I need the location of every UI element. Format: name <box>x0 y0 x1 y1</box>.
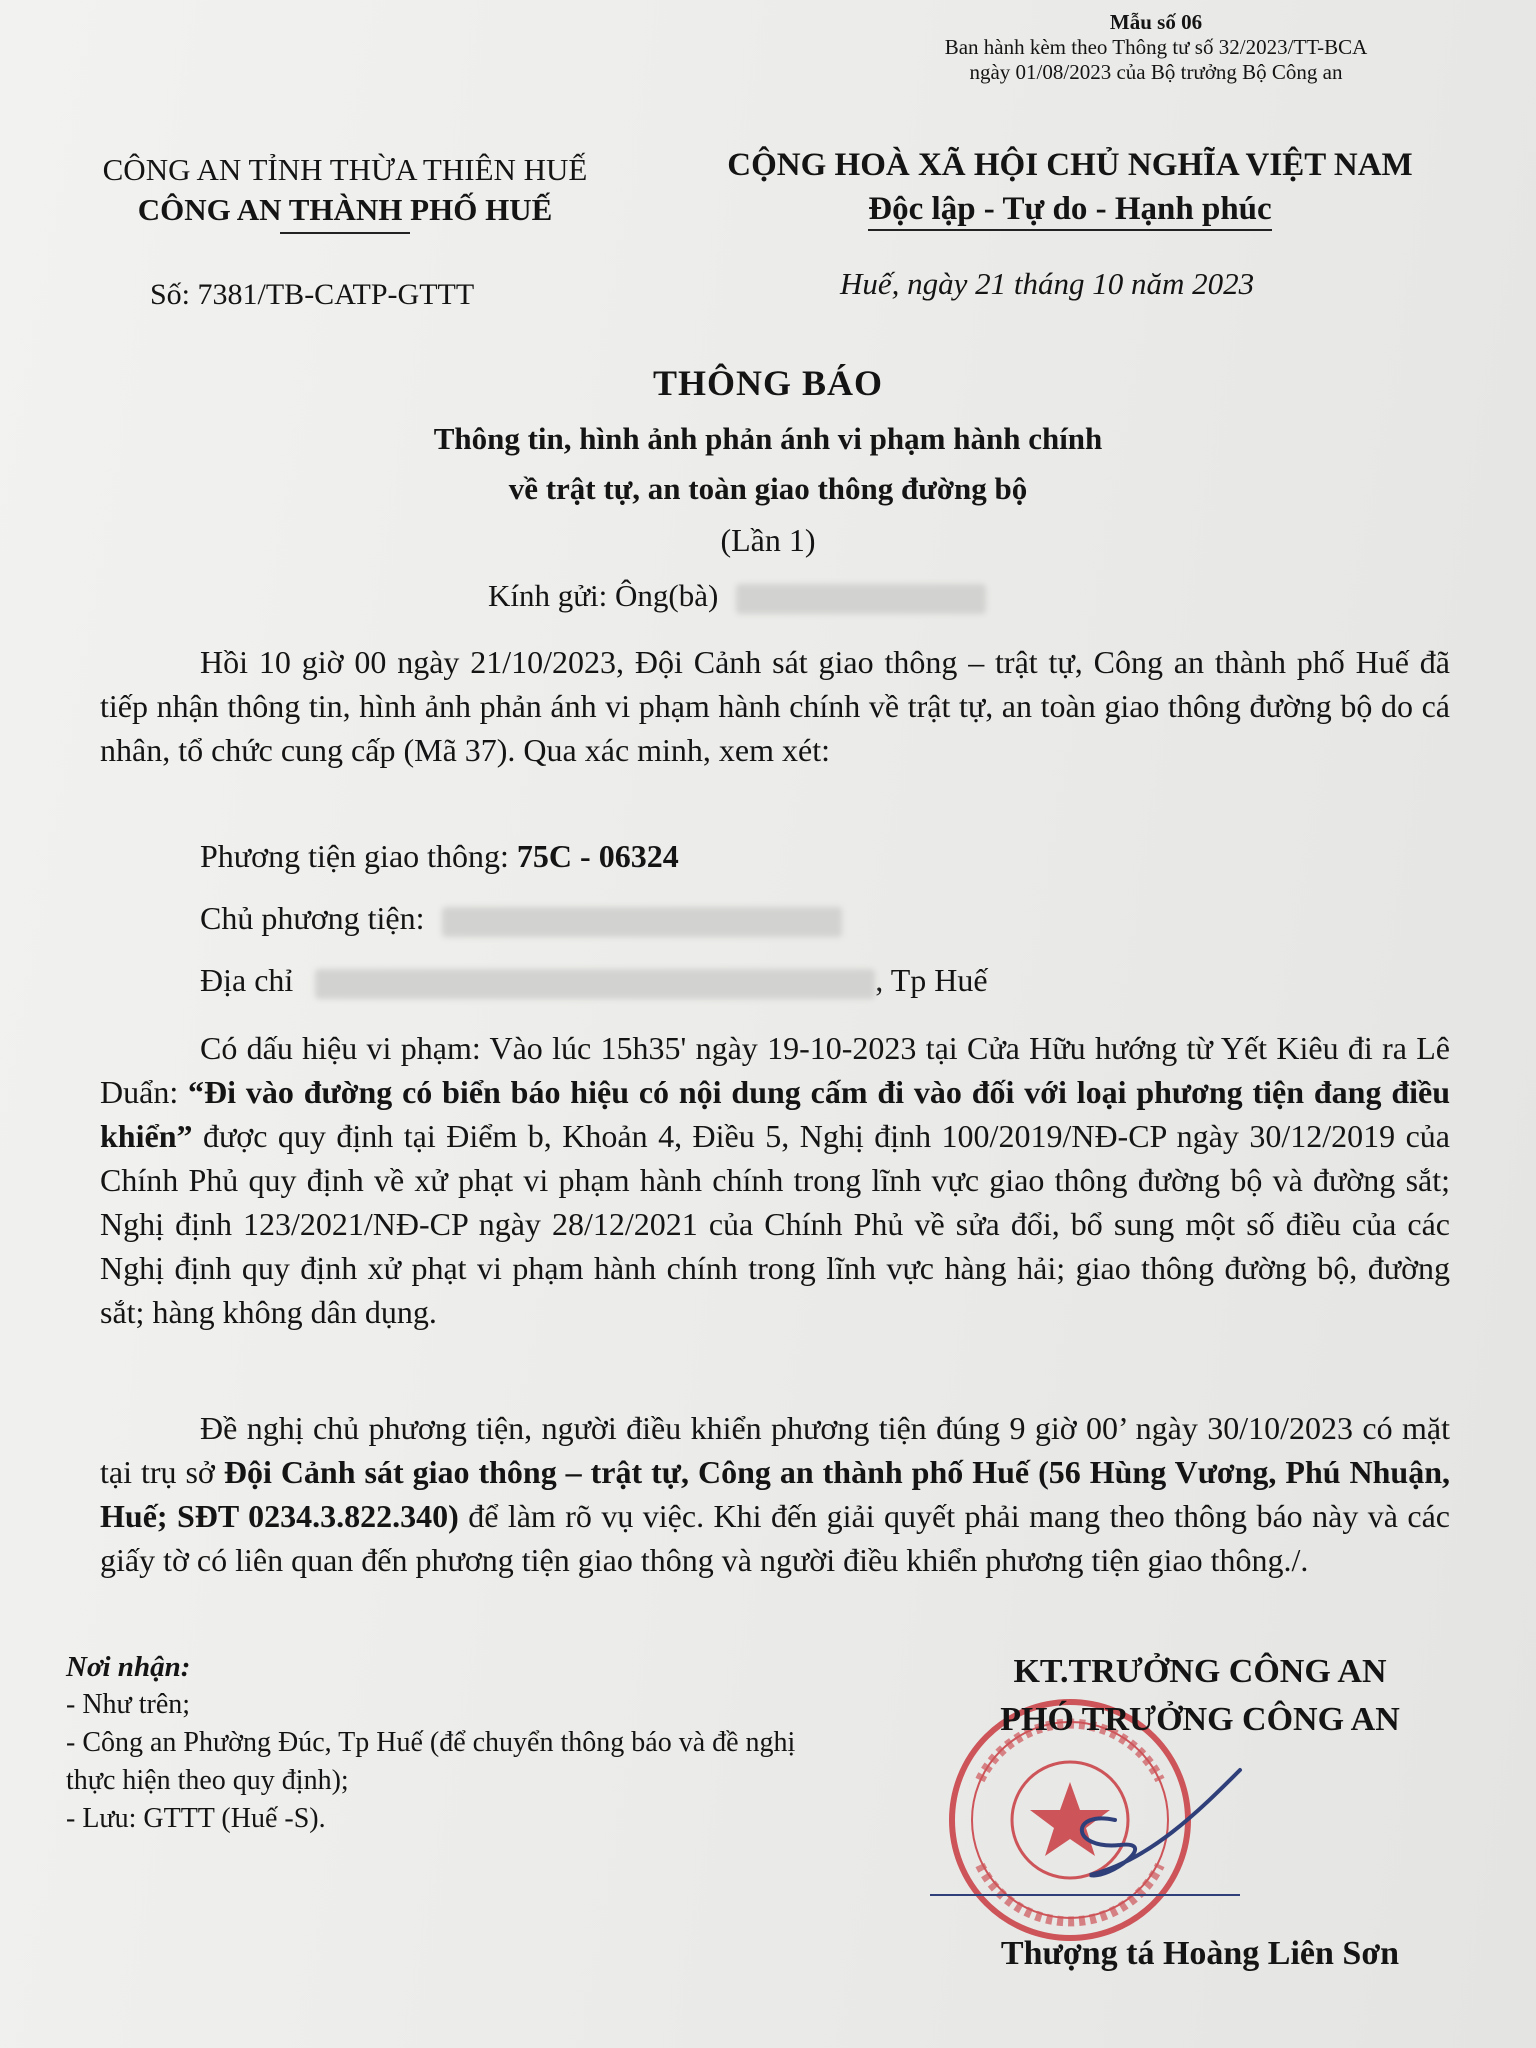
vehicle-label: Phương tiện giao thông: <box>200 838 517 874</box>
violation-text-b: được quy định tại Điểm b, Khoản 4, Điều 5, Nghị định 100/2019/NĐ-CP ngày 30/12/2019 của Chính Phủ quy định về xử phạt vi phạm hành chính trong lĩnh vực giao thông đường bộ và đường sắt; Nghị định 123/2021/NĐ-CP ngày 28/12/2021 của Chính Phủ về sửa đổi, bổ sung một số điều của các Nghị định quy định xử phạt vi phạm hành chính trong lĩnh vực hàng hải; giao thông đường bộ, đường sắt; hàng không dân dụng. <box>100 1118 1450 1330</box>
request-text-b: để làm rõ vụ việc. Khi đến giải quyết phải mang theo thông báo này và các giấy tờ có liên quan đến phương tiện giao thông và người điều khiển phương tiện giao thông./. <box>100 1498 1450 1578</box>
nation-title: CỘNG HOÀ XÃ HỘI CHỦ NGHĨA VIỆT NAM <box>727 147 1413 183</box>
owner-line <box>200 900 842 937</box>
notice-subtitle-line2: về trật tự, an toàn giao thông đường bộ <box>508 471 1028 506</box>
form-issued-date: ngày 01/08/2023 của Bộ trưởng Bộ Công an <box>969 60 1343 84</box>
redacted-name <box>736 584 986 614</box>
agency-parent: CÔNG AN TỈNH THỪA THIÊN HUẾ <box>102 152 588 187</box>
signer-name: Thượng tá Hoàng Liên Sơn <box>1000 1935 1400 1972</box>
address-label: Địa chỉ <box>200 962 294 998</box>
paragraph-intro: Hồi 10 giờ 00 ngày 21/10/2023, Đội Cảnh sát giao thông – trật tự, Công an thành phố Huế đã tiếp nhận thông tin, hình ảnh phản ánh vi phạm hành chính về trật tự, an toàn giao thông đường bộ do cá nhân, tổ chức cung cấp (Mã 37). Qua xác minh, xem xét: <box>100 644 1450 768</box>
addressee <box>488 578 986 614</box>
agency-unit: CÔNG AN THÀNH PHỐ HUẾ <box>137 192 553 227</box>
recipients <box>66 1648 806 1838</box>
agency-header <box>50 150 640 234</box>
document-number: Số: 7381/TB-CATP-GTTT <box>150 278 475 311</box>
request-text-a: Đề nghị chủ phương tiện, người điều khiển phương tiện đúng 9 giờ 00’ ngày 30/10/2023 có mặt tại trụ sở <box>100 1410 1450 1490</box>
vehicle-plate: 75C - 06324 <box>516 838 679 874</box>
notice-subtitle-line1: Thông tin, hình ảnh phản ánh vi phạm hành chính <box>433 421 1103 456</box>
vehicle-line <box>200 838 679 875</box>
paragraph-violation <box>100 1026 1450 1334</box>
owner-label: Chủ phương tiện: <box>200 900 425 936</box>
form-reference <box>896 10 1416 85</box>
violation-text-a: Có dấu hiệu vi phạm: Vào lúc 15h35' ngày 19-10-2023 tại Cửa Hữu hướng từ Yết Kiêu đi ra Lê Duẩn: <box>100 1030 1450 1110</box>
signer-position: PHÓ TRƯỞNG CÔNG AN <box>1000 1701 1400 1738</box>
redacted-address <box>315 969 875 999</box>
nation-motto: Độc lập - Tự do - Hạnh phúc <box>868 189 1271 231</box>
recipient-item: - Công an Phường Đúc, Tp Huế (để chuyển thông báo và đề nghị thực hiện theo quy định); <box>66 1727 796 1796</box>
address-city: , Tp Huế <box>875 962 988 998</box>
form-issued-by: Ban hành kèm theo Thông tư số 32/2023/TT-BCA <box>944 35 1368 59</box>
agency-underline <box>280 232 410 234</box>
recipient-item: - Lưu: GTTT (Huế -S). <box>66 1803 326 1834</box>
form-number: Mẫu số 06 <box>1109 10 1203 34</box>
nation-header <box>690 143 1450 231</box>
redacted-owner <box>442 907 842 937</box>
addressee-label: Kính gửi: Ông(bà) <box>488 578 719 613</box>
signer-authority: KT.TRƯỞNG CÔNG AN <box>1013 1653 1387 1690</box>
signature-block <box>900 1648 1500 1744</box>
notice-title: THÔNG BÁO <box>652 363 884 403</box>
notice-iteration: (Lần 1) <box>720 522 816 558</box>
document-date: Huế, ngày 21 tháng 10 năm 2023 <box>840 266 1255 301</box>
request-location: Đội Cảnh sát giao thông – trật tự, Công an thành phố Huế (56 Hùng Vương, Phú Nhuận, Huế; SĐT 0234.3.822.340) <box>100 1454 1451 1534</box>
recipient-item: - Như trên; <box>66 1689 191 1720</box>
paragraph-request <box>100 1406 1450 1582</box>
violation-description: “Đi vào đường có biển báo hiệu có nội dung cấm đi vào đối với loại phương tiện đang điều khiển” <box>100 1074 1451 1154</box>
address-line <box>200 962 988 999</box>
notice-subtitle <box>0 414 1536 514</box>
recipients-heading: Nơi nhận: <box>66 1651 191 1683</box>
